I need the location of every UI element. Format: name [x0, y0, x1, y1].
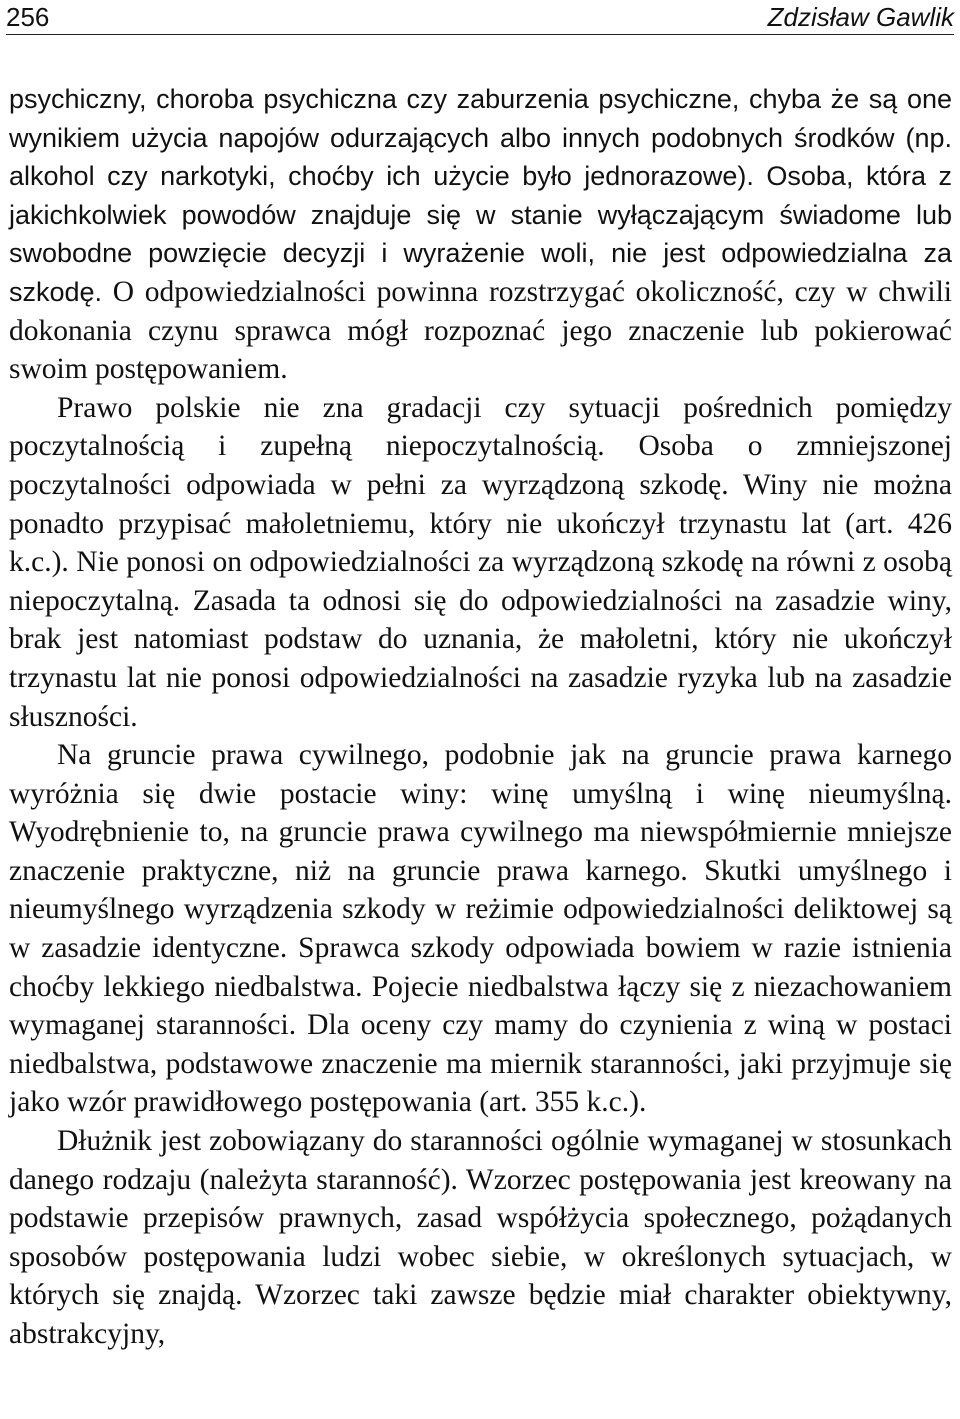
paragraph-serif-run: O odpowiedzialności powinna rozstrzygać okoliczność, czy w chwili dokonania czynu sprawca mógł rozpoznać jego znaczenie lub pokierować swoim postępowaniem. [9, 275, 952, 386]
paragraph: Dłużnik jest zobowiązany do staranności ogólnie wymaganej w stosunkach danego rodzaju (należyta staranność). Wzorzec postępowania jest kreowany na podstawie przepisów prawnych, zasad współżycia społecznego, pożądanych sposobów postępowania ludzi wobec siebie, w określonych sytuacjach, w których się znajdą. Wzorzec taki zawsze będzie miał charakter obiektywny, abstrakcyjny, [9, 1125, 952, 1350]
running-head-author: Zdzisław Gawlik [767, 2, 954, 32]
page-header [6, 0, 954, 35]
paragraph: Prawo polskie nie zna gradacji czy sytuacji pośrednich pomiędzy poczytalnością i zupełną niepoczytalnością. Osoba o zmniejszonej poczytalności odpowiada w pełni za wyrządzoną szkodę. Winy nie można ponadto przypisać małoletniemu, który nie ukończył trzynastu lat (art. 426 k.c.). Nie ponosi on odpowiedzialności za wyrządzoną szkodę na równi z osobą niepoczytalną. Zasada ta odnosi się do odpowiedzialności na zasadzie winy, brak jest natomiast podstaw do uznania, że małoletni, który nie ukończył trzynastu lat nie ponosi odpowiedzialności na zasadzie ryzyka lub na zasadzie słuszności. [9, 391, 952, 733]
paragraph-sans-run: psychiczny, choroba psychiczna czy zaburzenia psychiczne, chyba że są one wynikiem użycia napojów odurzających albo innych podobnych środków (np. alkohol czy narkotyki, choćby ich użycie było jednorazowe). Osoba, która z jakichkolwiek powodów znajduje się w stanie wyłączającym świadome lub swobodne powzięcie decyzji i wyrażenie woli, nie jest odpowiedzialna za szkodę. [9, 84, 952, 307]
paragraph-continued [9, 80, 952, 389]
page-number: 256 [6, 2, 50, 32]
paragraph: Na gruncie prawa cywilnego, podobnie jak na gruncie prawa karnego wyróżnia się dwie postacie winy: winę umyślną i winę nieumyślną. Wyodrębnienie to, na gruncie prawa cywilnego ma niewspółmiernie mniejsze znaczenie praktyczne, niż na gruncie prawa karnego. Skutki umyślnego i nieumyślnego wyrządzenia szkody w reżimie odpowiedzialności deliktowej są w zasadzie identyczne. Sprawca szkody odpowiada bowiem w razie istnienia choćby lekkiego niedbalstwa. Pojecie niedbalstwa łączy się z niezachowaniem wymaganej staranności. Dla oceny czy mamy do czynienia z winą w postaci niedbalstwa, podstawowe znaczenie ma miernik staranności, jaki przyjmuje się jako wzór prawidłowego postępowania (art. 355 k.c.). [9, 739, 952, 1119]
body-text [9, 80, 952, 1354]
